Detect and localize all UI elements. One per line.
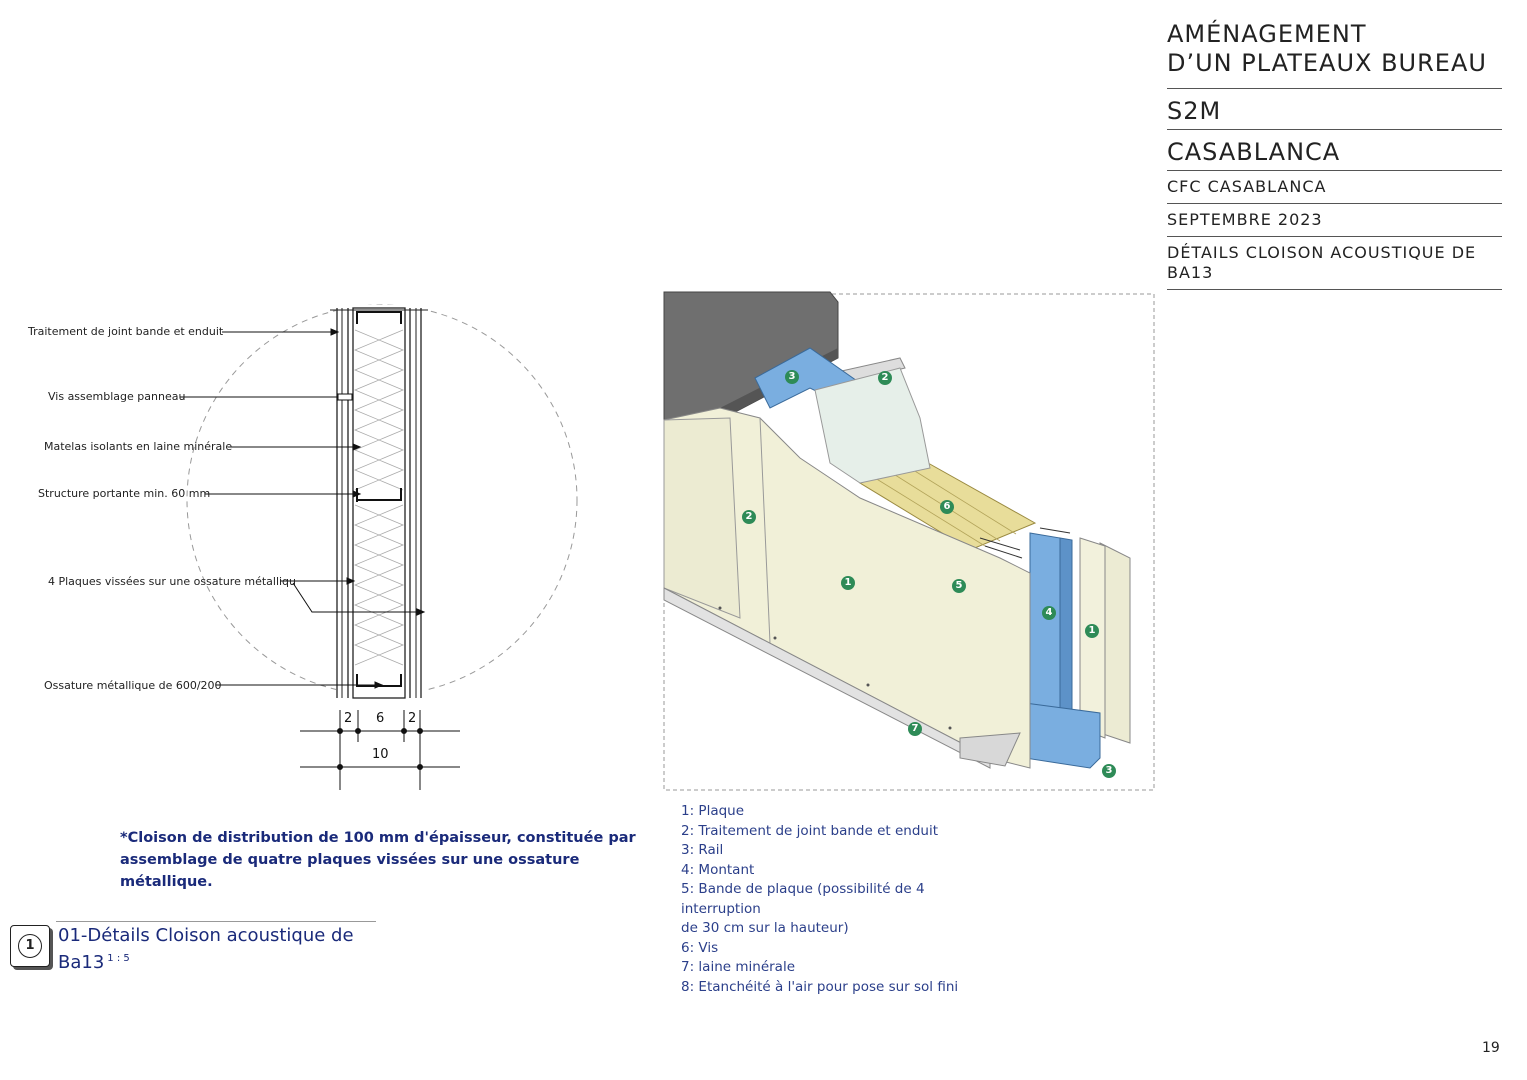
legend-item: 7: laine minérale xyxy=(681,959,795,975)
label-insulation: Matelas isolants en laine minérale xyxy=(44,440,233,453)
iso-marker-7: 7 xyxy=(908,722,922,736)
legend-item: 6: Vis xyxy=(681,939,719,956)
iso-marker-1-right: 1 xyxy=(1085,624,1099,638)
label-structure: Structure portante min. 60 mm xyxy=(38,487,211,500)
dim-right-board: 2 xyxy=(408,711,417,726)
project-title xyxy=(1167,0,1502,89)
page-number: 19 xyxy=(1482,1040,1500,1056)
view-title-label: 01-Détails Cloison acoustique de Ba13 xyxy=(58,925,354,973)
legend-item: 3: Rail xyxy=(681,842,724,858)
iso-marker-6: 6 xyxy=(940,500,954,514)
city-name: CASABLANCA xyxy=(1167,130,1502,171)
wall-description-note: *Cloison de distribution de 100 mm d'épaisseur, constituée par assemblage de quatre plaques vissées sur une ossature métallique. xyxy=(120,830,636,890)
date-label: SEPTEMBRE 2023 xyxy=(1167,204,1502,237)
dim-stud: 6 xyxy=(376,711,385,726)
legend-item: de 30 cm sur la hauteur) xyxy=(681,920,849,936)
iso-marker-2-left: 2 xyxy=(742,510,756,524)
label-framing: Ossature métallique de 600/200 xyxy=(44,679,222,692)
wall-section-drawing xyxy=(0,290,600,810)
legend-item: interruption xyxy=(681,900,761,917)
title-block xyxy=(1167,0,1502,290)
view-number-badge xyxy=(10,925,50,967)
iso-marker-1-front: 1 xyxy=(841,576,855,590)
location-name: CFC CASABLANCA xyxy=(1167,171,1502,204)
project-line-1: AMÉNAGEMENT xyxy=(1167,20,1367,48)
iso-marker-2-top: 2 xyxy=(878,371,892,385)
label-plates: 4 Plaques vissées sur une ossature métalliqu xyxy=(48,575,297,588)
isometric-wall-drawing xyxy=(660,288,1160,796)
view-number-circle: 1 xyxy=(18,934,42,958)
label-panel-screw: Vis assemblage panneau xyxy=(48,390,186,403)
view-title-rule xyxy=(56,921,376,922)
legend-item: 4: Montant xyxy=(681,861,755,878)
legend-item: 8: Etanchéité à l'air pour pose sur sol fini xyxy=(681,978,959,995)
label-joint-treatment: Traitement de joint bande et enduit xyxy=(28,325,224,338)
dim-total: 10 xyxy=(372,747,389,762)
sheet-title: DÉTAILS CLOISON ACOUSTIQUE DE BA13 xyxy=(1167,237,1502,290)
iso-marker-4: 4 xyxy=(1042,606,1056,620)
legend-item: 2: Traitement de joint bande et enduit xyxy=(681,822,939,839)
legend-item: 1: Plaque xyxy=(681,803,745,819)
iso-marker-3-bottom: 3 xyxy=(1102,764,1116,778)
view-scale: 1 : 5 xyxy=(107,953,130,964)
dim-left-board: 2 xyxy=(344,711,353,726)
iso-marker-3-top: 3 xyxy=(785,370,799,384)
legend-item: 5: Bande de plaque (possibilité de 4 xyxy=(681,881,925,897)
view-title xyxy=(58,924,358,974)
project-line-2: D’UN PLATEAUX BUREAU xyxy=(1167,49,1487,77)
client-name: S2M xyxy=(1167,89,1502,130)
iso-marker-5: 5 xyxy=(952,579,966,593)
legend xyxy=(681,802,958,997)
